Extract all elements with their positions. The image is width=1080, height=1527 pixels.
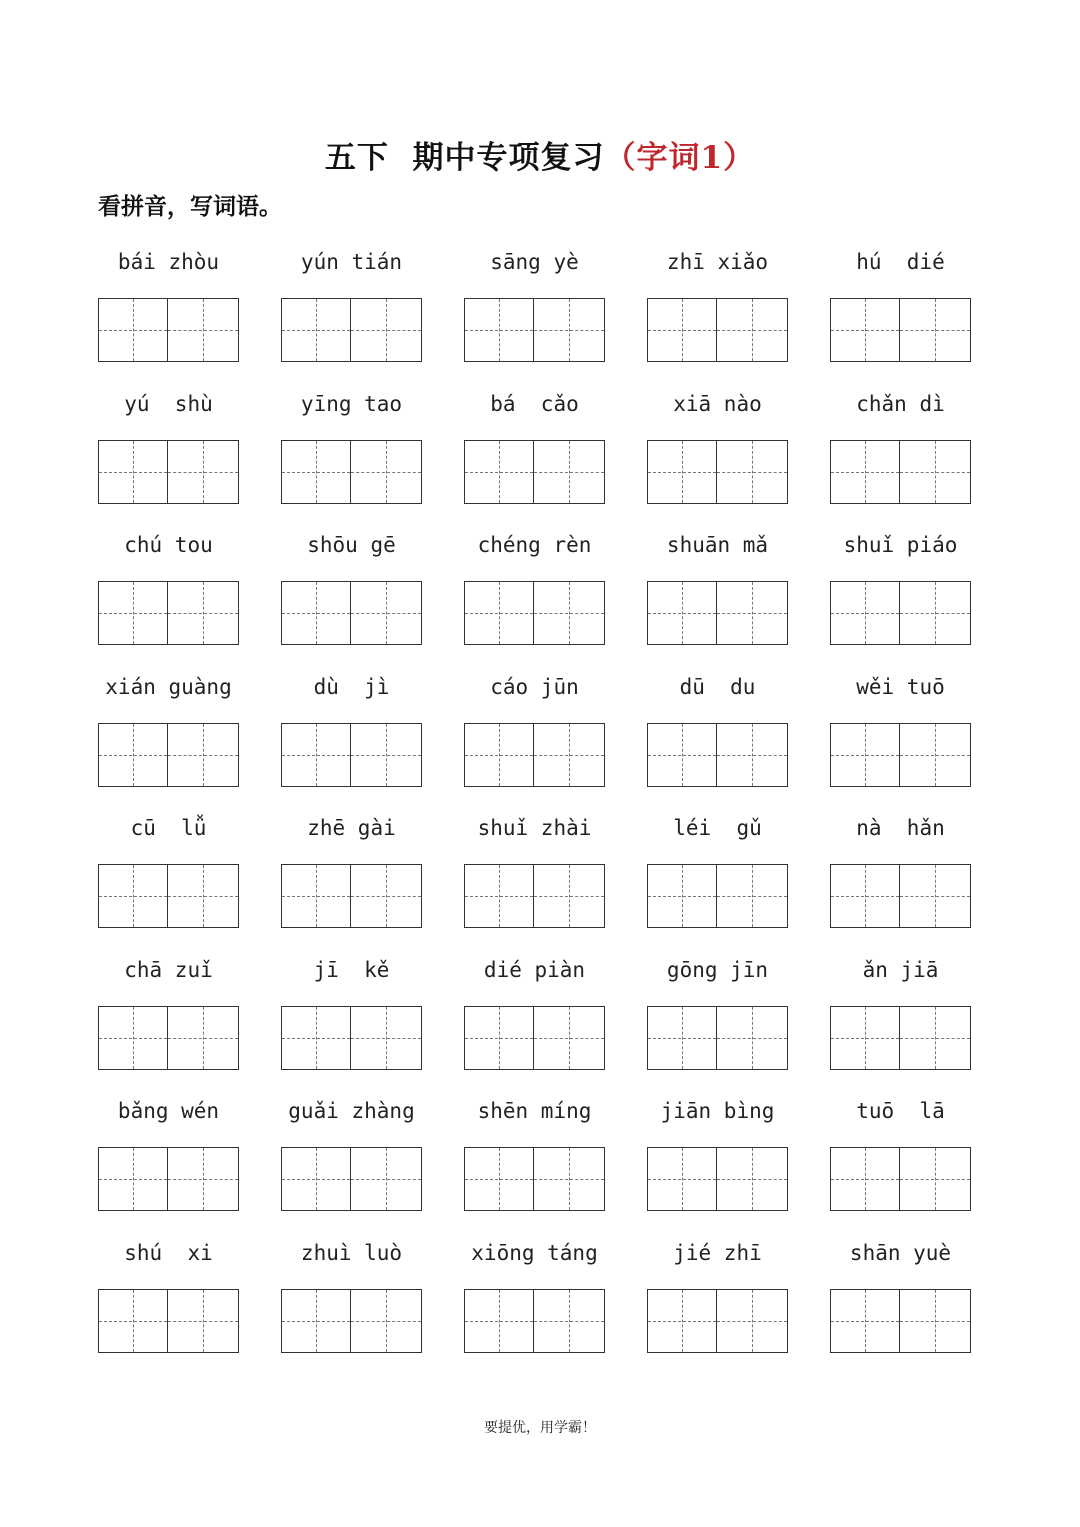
word-item (647, 950, 788, 1092)
tianzige-box[interactable] (351, 864, 422, 928)
writing-boxes (464, 1147, 605, 1211)
writing-boxes (647, 1289, 788, 1353)
tianzige-box[interactable] (168, 1147, 239, 1211)
word-item (464, 1091, 605, 1233)
writing-boxes (98, 581, 239, 645)
word-item (281, 667, 422, 809)
writing-boxes (647, 864, 788, 928)
pinyin-label: shān yuè (849, 1240, 952, 1265)
tianzige-box[interactable] (464, 1006, 534, 1070)
word-item (647, 667, 788, 809)
word-item (647, 384, 788, 526)
writing-boxes (830, 1147, 971, 1211)
pinyin-label: chú tou (124, 533, 213, 557)
tianzige-box[interactable] (534, 1147, 605, 1211)
tianzige-box[interactable] (464, 723, 534, 787)
pinyin-label: sāng yè (490, 250, 579, 274)
word-item (830, 808, 971, 950)
word-item (647, 1091, 788, 1233)
pinyin-label: dié piàn (483, 957, 586, 982)
word-item (647, 1233, 788, 1375)
pinyin-label: nà hǎn (856, 816, 945, 840)
tianzige-box[interactable] (647, 1289, 717, 1353)
pinyin-label: xián guàng (105, 674, 232, 699)
tianzige-box[interactable] (98, 1289, 168, 1353)
word-item (281, 1091, 422, 1233)
word-item (464, 808, 605, 950)
writing-boxes (647, 298, 788, 362)
writing-boxes (98, 440, 239, 504)
pinyin-label: shuǐ zhài (477, 816, 592, 840)
tianzige-box[interactable] (281, 864, 351, 928)
tianzige-box[interactable] (830, 440, 900, 504)
word-item (830, 950, 971, 1092)
tianzige-box[interactable] (830, 864, 900, 928)
word-item (98, 667, 239, 809)
tianzige-box[interactable] (900, 864, 971, 928)
word-item (281, 384, 422, 526)
instruction-text: 看拼音，写词语。 (98, 193, 282, 220)
tianzige-box[interactable] (464, 298, 534, 362)
tianzige-box[interactable] (717, 298, 788, 362)
pinyin-label: jié zhī (673, 1240, 762, 1265)
pinyin-label: dū du (679, 674, 756, 699)
tianzige-box[interactable] (647, 581, 717, 645)
pinyin-label: jī kě (313, 957, 390, 982)
tianzige-box[interactable] (900, 1006, 971, 1070)
tianzige-box[interactable] (464, 440, 534, 504)
writing-boxes (830, 864, 971, 928)
writing-boxes (647, 581, 788, 645)
tianzige-box[interactable] (647, 440, 717, 504)
footer-slogan: 要提优，用学霸！ (484, 1420, 596, 1436)
tianzige-box[interactable] (647, 723, 717, 787)
writing-boxes (98, 1289, 239, 1353)
tianzige-box[interactable] (830, 581, 900, 645)
tianzige-box[interactable] (717, 1006, 788, 1070)
tianzige-box[interactable] (351, 440, 422, 504)
tianzige-box[interactable] (534, 581, 605, 645)
writing-boxes (281, 581, 422, 645)
tianzige-box[interactable] (281, 1289, 351, 1353)
tianzige-box[interactable] (900, 1147, 971, 1211)
pinyin-label: bǎng wén (117, 1099, 220, 1123)
writing-boxes (464, 864, 605, 928)
tianzige-box[interactable] (717, 440, 788, 504)
tianzige-box[interactable] (98, 581, 168, 645)
writing-boxes (98, 864, 239, 928)
word-item (830, 242, 971, 384)
writing-boxes (281, 298, 422, 362)
tianzige-box[interactable] (900, 298, 971, 362)
tianzige-box[interactable] (464, 1147, 534, 1211)
word-item (98, 242, 239, 384)
tianzige-box[interactable] (534, 298, 605, 362)
word-item (281, 1233, 422, 1375)
word-item (98, 1233, 239, 1375)
writing-boxes (464, 581, 605, 645)
word-item (464, 667, 605, 809)
tianzige-box[interactable] (830, 1147, 900, 1211)
writing-boxes (98, 1147, 239, 1211)
tianzige-box[interactable] (351, 723, 422, 787)
writing-boxes (281, 1147, 422, 1211)
tianzige-box[interactable] (98, 1006, 168, 1070)
writing-boxes (830, 581, 971, 645)
pinyin-label: dù jì (313, 674, 390, 699)
pinyin-label: yīng tao (300, 391, 403, 416)
pinyin-label: yún tián (300, 250, 403, 274)
pinyin-label: cáo jūn (490, 674, 579, 699)
writing-boxes (281, 723, 422, 787)
pinyin-label: xiōng táng (471, 1240, 598, 1265)
tianzige-box[interactable] (717, 864, 788, 928)
writing-boxes (98, 298, 239, 362)
title-main: 五下 期中专项复习 (324, 140, 605, 176)
word-item (830, 384, 971, 526)
writing-boxes (830, 440, 971, 504)
word-item (647, 808, 788, 950)
tianzige-box[interactable] (900, 723, 971, 787)
word-item (281, 242, 422, 384)
pinyin-label: shuān mǎ (666, 533, 769, 557)
tianzige-box[interactable] (351, 1006, 422, 1070)
tianzige-box[interactable] (534, 1006, 605, 1070)
tianzige-box[interactable] (830, 1006, 900, 1070)
tianzige-box[interactable] (168, 581, 239, 645)
tianzige-box[interactable] (98, 723, 168, 787)
tianzige-box[interactable] (168, 1006, 239, 1070)
pinyin-label: zhuì luò (300, 1240, 403, 1265)
pinyin-label: chā zuǐ (124, 957, 213, 982)
writing-boxes (464, 1006, 605, 1070)
word-item (647, 525, 788, 667)
pinyin-label: gōng jīn (666, 957, 769, 982)
pinyin-label: jiān bìng (660, 1099, 775, 1123)
tianzige-box[interactable] (281, 298, 351, 362)
writing-boxes (281, 864, 422, 928)
word-item (98, 808, 239, 950)
tianzige-box[interactable] (351, 1147, 422, 1211)
pinyin-label: chéng rèn (477, 533, 592, 557)
tianzige-box[interactable] (647, 1147, 717, 1211)
tianzige-box[interactable] (534, 440, 605, 504)
word-item (464, 1233, 605, 1375)
word-item (281, 525, 422, 667)
writing-boxes (98, 1006, 239, 1070)
tianzige-box[interactable] (534, 864, 605, 928)
tianzige-box[interactable] (168, 1289, 239, 1353)
tianzige-box[interactable] (900, 1289, 971, 1353)
writing-boxes (281, 1006, 422, 1070)
pinyin-label: wěi tuō (856, 674, 945, 699)
tianzige-box[interactable] (98, 298, 168, 362)
tianzige-box[interactable] (717, 1147, 788, 1211)
writing-boxes (647, 723, 788, 787)
word-item (98, 950, 239, 1092)
pinyin-label: léi gǔ (673, 816, 762, 840)
worksheet-title (0, 132, 1080, 177)
writing-boxes (464, 440, 605, 504)
tianzige-box[interactable] (98, 1147, 168, 1211)
tianzige-box[interactable] (464, 864, 534, 928)
pinyin-label: bái zhòu (117, 250, 220, 274)
pinyin-label: zhē gài (307, 816, 396, 840)
pinyin-label: shuǐ piáo (843, 533, 958, 557)
word-item (830, 1091, 971, 1233)
tianzige-box[interactable] (717, 581, 788, 645)
tianzige-box[interactable] (168, 298, 239, 362)
pinyin-label: hú dié (856, 250, 945, 274)
tianzige-box[interactable] (647, 864, 717, 928)
pinyin-label: yú shù (124, 391, 213, 416)
word-item (98, 525, 239, 667)
word-item (281, 808, 422, 950)
title-subtitle: （字词1） (604, 140, 756, 176)
tianzige-box[interactable] (168, 440, 239, 504)
word-item (281, 950, 422, 1092)
tianzige-box[interactable] (647, 1006, 717, 1070)
tianzige-box[interactable] (900, 440, 971, 504)
word-item (647, 242, 788, 384)
writing-boxes (464, 298, 605, 362)
word-item (98, 1091, 239, 1233)
tianzige-box[interactable] (98, 864, 168, 928)
word-grid (98, 242, 971, 1374)
writing-boxes (830, 723, 971, 787)
writing-boxes (281, 1289, 422, 1353)
pinyin-label: shú xi (124, 1240, 213, 1265)
tianzige-box[interactable] (464, 1289, 534, 1353)
tianzige-box[interactable] (717, 723, 788, 787)
tianzige-box[interactable] (534, 723, 605, 787)
writing-boxes (830, 298, 971, 362)
pinyin-label: ǎn jiā (862, 957, 939, 982)
tianzige-box[interactable] (717, 1289, 788, 1353)
tianzige-box[interactable] (281, 1147, 351, 1211)
word-item (830, 1233, 971, 1375)
writing-boxes (281, 440, 422, 504)
word-item (464, 242, 605, 384)
pinyin-label: zhī xiǎo (666, 250, 769, 274)
writing-boxes (464, 723, 605, 787)
tianzige-box[interactable] (647, 298, 717, 362)
pinyin-label: tuō lā (856, 1099, 945, 1123)
tianzige-box[interactable] (351, 1289, 422, 1353)
writing-boxes (647, 1006, 788, 1070)
tianzige-box[interactable] (281, 440, 351, 504)
tianzige-box[interactable] (351, 581, 422, 645)
writing-boxes (830, 1289, 971, 1353)
tianzige-box[interactable] (351, 298, 422, 362)
tianzige-box[interactable] (281, 1006, 351, 1070)
word-item (464, 384, 605, 526)
writing-boxes (647, 1147, 788, 1211)
writing-boxes (464, 1289, 605, 1353)
writing-boxes (647, 440, 788, 504)
tianzige-box[interactable] (830, 1289, 900, 1353)
tianzige-box[interactable] (464, 581, 534, 645)
tianzige-box[interactable] (900, 581, 971, 645)
pinyin-label: bá cǎo (490, 391, 579, 416)
tianzige-box[interactable] (168, 723, 239, 787)
word-item (830, 667, 971, 809)
word-item (98, 384, 239, 526)
tianzige-box[interactable] (98, 440, 168, 504)
pinyin-label: shēn míng (477, 1099, 592, 1123)
tianzige-box[interactable] (168, 864, 239, 928)
pinyin-label: chǎn dì (856, 391, 945, 416)
tianzige-box[interactable] (281, 723, 351, 787)
tianzige-box[interactable] (830, 723, 900, 787)
tianzige-box[interactable] (534, 1289, 605, 1353)
pinyin-label: shōu gē (307, 533, 396, 557)
pinyin-label: xiā nào (673, 391, 762, 416)
tianzige-box[interactable] (281, 581, 351, 645)
pinyin-label: cū lǚ (130, 816, 207, 840)
writing-boxes (98, 723, 239, 787)
tianzige-box[interactable] (830, 298, 900, 362)
word-item (464, 525, 605, 667)
writing-boxes (830, 1006, 971, 1070)
pinyin-label: guǎi zhàng (288, 1099, 415, 1123)
word-item (464, 950, 605, 1092)
word-item (830, 525, 971, 667)
